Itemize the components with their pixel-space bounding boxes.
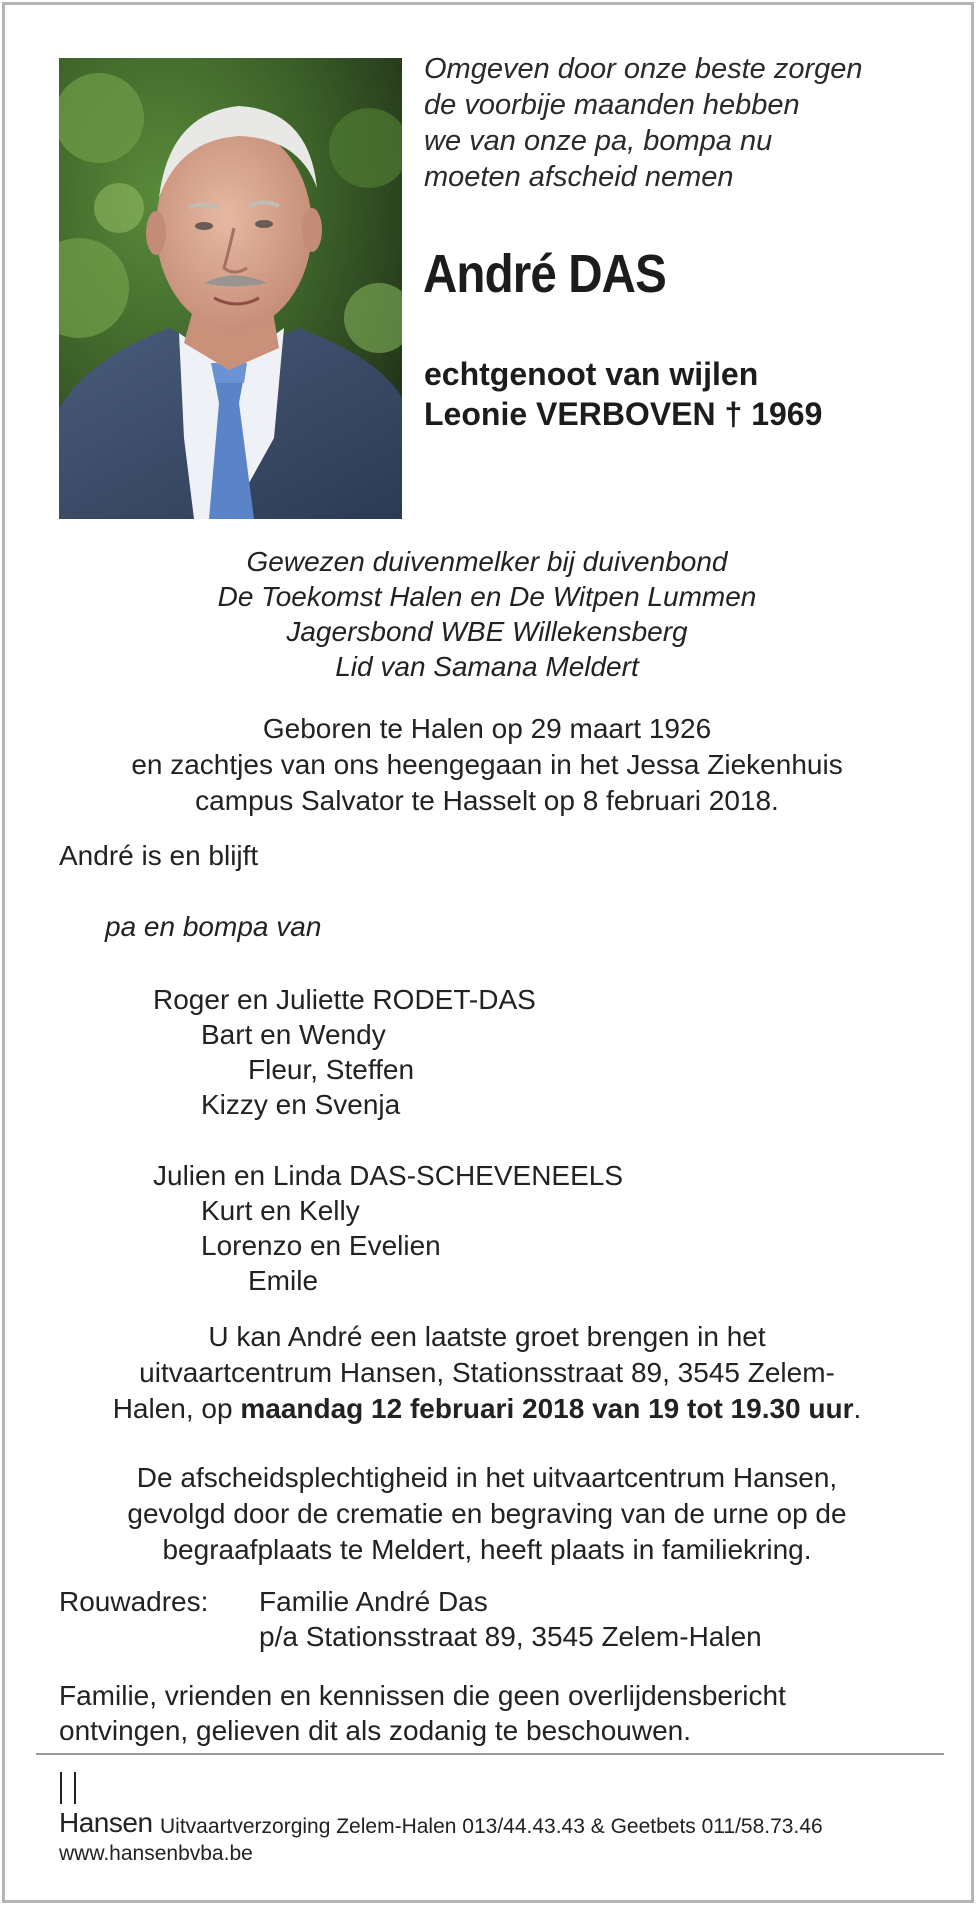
spouse-line-2: Leonie VERBOVEN † 1969 — [424, 396, 823, 432]
ceremony-line: begraafplaats te Meldert, heeft plaats in familiekring. — [162, 1534, 812, 1565]
portrait-photo — [59, 58, 402, 519]
spouse-info — [424, 354, 822, 434]
quote-line: Omgeven door onze beste zorgen — [424, 53, 863, 85]
father-of-text: pa en bompa van — [105, 911, 322, 942]
footer-contact-info: Uitvaartverzorging Zelem-Halen 013/44.43.43 & Geetbets 011/58.73.46 — [160, 1815, 823, 1838]
quote-line: de voorbije maanden hebben — [424, 89, 800, 121]
born-line: en zachtjes van ons heengegaan in het Jessa Ziekenhuis — [131, 749, 843, 780]
family1-child2: Kizzy en Svenja — [201, 1089, 401, 1120]
club-line: Jagersbond WBE Willekensberg — [286, 616, 688, 647]
visit-line-3-prefix: Halen, op — [112, 1393, 241, 1424]
ceremony-block — [0, 1460, 974, 1568]
visit-date-time: maandag 12 februari 2018 van 19 tot 19.30 uur — [240, 1393, 854, 1424]
family1-parents: Roger en Juliette RODET-DAS — [153, 984, 536, 1015]
logo-mark-left — [60, 1772, 62, 1804]
club-line: Gewezen duivenmelker bij duivenbond — [246, 546, 728, 577]
visit-line-3 — [0, 1391, 974, 1427]
opening-quote — [424, 51, 863, 195]
remains-text: André is en blijft — [59, 840, 259, 871]
visitation-block — [0, 1319, 974, 1427]
footer-website[interactable]: www.hansenbvba.be — [59, 1842, 253, 1865]
address-line-1: Familie André Das — [259, 1586, 488, 1617]
logo-mark-right — [74, 1772, 76, 1804]
quote-line: we van onze pa, bompa nu — [424, 125, 773, 157]
family2-parents: Julien en Linda DAS-SCHEVENEELS — [153, 1160, 624, 1191]
hansen-logo: Hansen — [59, 1807, 153, 1838]
born-line: Geboren te Halen op 29 maart 1926 — [262, 713, 712, 744]
born-line: campus Salvator te Hasselt op 8 februari 2018. — [195, 785, 779, 816]
spouse-line-1: echtgenoot van wijlen — [424, 356, 759, 392]
footer-divider — [36, 1753, 944, 1755]
quote-line: moeten afscheid nemen — [424, 161, 734, 193]
address-label: Rouwadres: — [59, 1586, 209, 1617]
family1-child1: Bart en Wendy — [201, 1019, 386, 1050]
birth-death-block — [0, 711, 974, 819]
notice-line-2: ontvingen, gelieven dit als zodanig te beschouwen. — [59, 1715, 691, 1746]
ceremony-line: gevolgd door de crematie en begraving van de urne op de — [127, 1498, 847, 1529]
family2-child2: Lorenzo en Evelien — [201, 1230, 441, 1261]
family1-grandchildren1: Fleur, Steffen — [248, 1054, 415, 1085]
family2-child1: Kurt en Kelly — [201, 1195, 360, 1226]
address-line-2: p/a Stationsstraat 89, 3545 Zelem-Halen — [259, 1621, 762, 1652]
club-line: Lid van Samana Meldert — [335, 651, 639, 682]
visit-line-1: U kan André een laatste groet brengen in het — [208, 1321, 766, 1352]
visit-line-2: uitvaartcentrum Hansen, Stationsstraat 89, 3545 Zelem- — [139, 1357, 835, 1388]
family2-grandchild2: Emile — [248, 1265, 319, 1296]
club-line: De Toekomst Halen en De Witpen Lummen — [217, 581, 757, 612]
deceased-name: André DAS — [423, 244, 666, 304]
visit-line-3-suffix: . — [853, 1393, 862, 1424]
clubs-block — [0, 544, 974, 684]
ceremony-line: De afscheidsplechtigheid in het uitvaartcentrum Hansen, — [136, 1462, 838, 1493]
notice-line-1: Familie, vrienden en kennissen die geen overlijdensbericht — [59, 1680, 786, 1711]
